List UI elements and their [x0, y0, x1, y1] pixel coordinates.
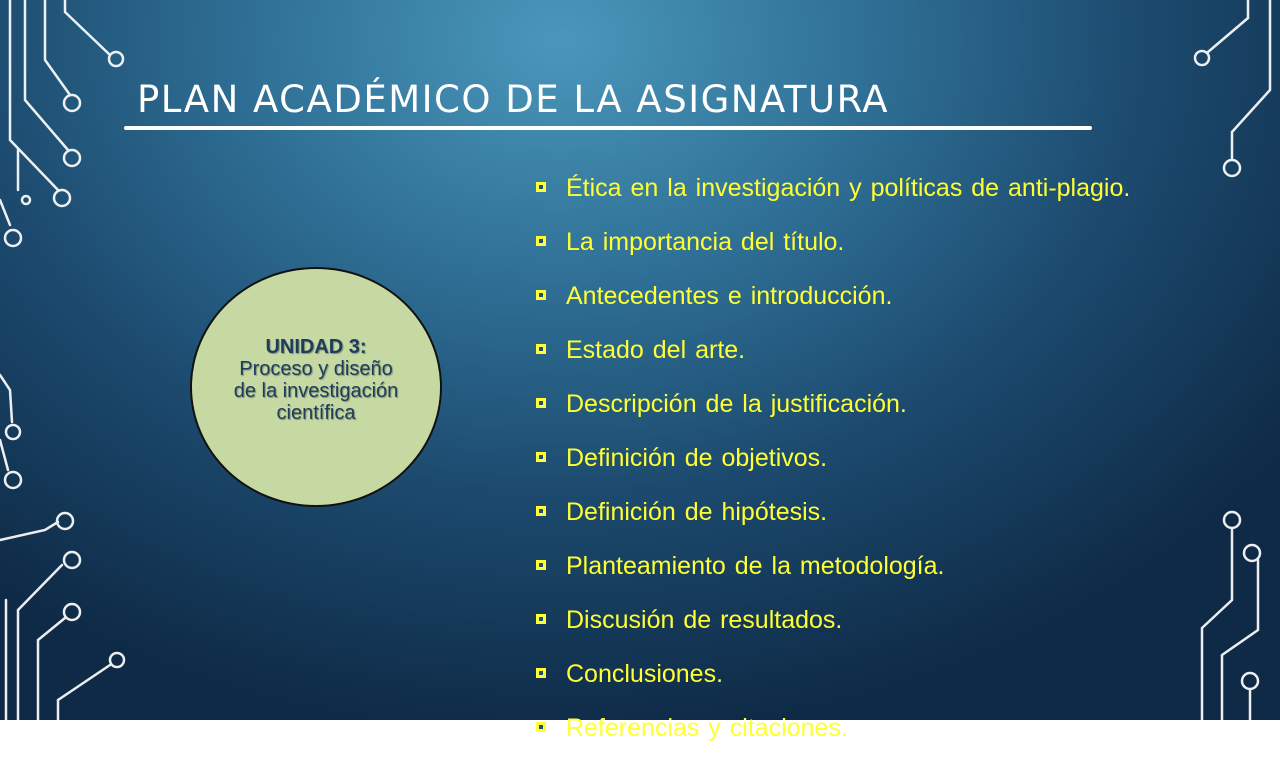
list-item: [534, 710, 1134, 746]
list-item-text: Referencias y citaciones.: [566, 714, 848, 742]
list-item: [534, 656, 1134, 692]
list-item-text: Discusión de resultados.: [566, 606, 843, 634]
list-item-text: La importancia del título.: [566, 228, 845, 256]
square-bullet-icon: [536, 398, 546, 408]
list-item: [534, 170, 1134, 206]
list-item: [534, 602, 1134, 638]
list-item: [534, 224, 1134, 260]
list-item-text: Definición de objetivos.: [566, 444, 828, 472]
square-bullet-icon: [536, 614, 546, 624]
list-item: [534, 332, 1134, 368]
list-item-text: Descripción de la justificación.: [566, 390, 907, 418]
square-bullet-icon: [536, 560, 546, 570]
topic-list: [534, 170, 1134, 764]
list-item: [534, 548, 1134, 584]
list-item-text: Planteamiento de la metodología.: [566, 552, 945, 580]
square-bullet-icon: [536, 452, 546, 462]
title-underline: [124, 126, 1092, 130]
square-bullet-icon: [536, 182, 546, 192]
list-item: [534, 494, 1134, 530]
slide-title: PLAN ACADÉMICO DE LA ASIGNATURA: [137, 78, 890, 121]
square-bullet-icon: [536, 722, 546, 732]
list-item: [534, 386, 1134, 422]
unit-label: UNIDAD 3:: [265, 336, 367, 358]
list-item-text: Definición de hipótesis.: [566, 498, 828, 526]
list-item: [534, 278, 1134, 314]
list-item-text: Estado del arte.: [566, 336, 746, 364]
square-bullet-icon: [536, 344, 546, 354]
unit-description: Proceso y diseño de la investigación científica: [233, 358, 399, 424]
square-bullet-icon: [536, 290, 546, 300]
unit-badge: [190, 267, 442, 507]
list-item-text: Ética en la investigación y políticas de anti-plagio.: [566, 174, 1131, 202]
list-item-text: Conclusiones.: [566, 660, 724, 688]
square-bullet-icon: [536, 668, 546, 678]
square-bullet-icon: [536, 506, 546, 516]
list-item: [534, 440, 1134, 476]
square-bullet-icon: [536, 236, 546, 246]
list-item-text: Antecedentes e introducción.: [566, 282, 893, 310]
